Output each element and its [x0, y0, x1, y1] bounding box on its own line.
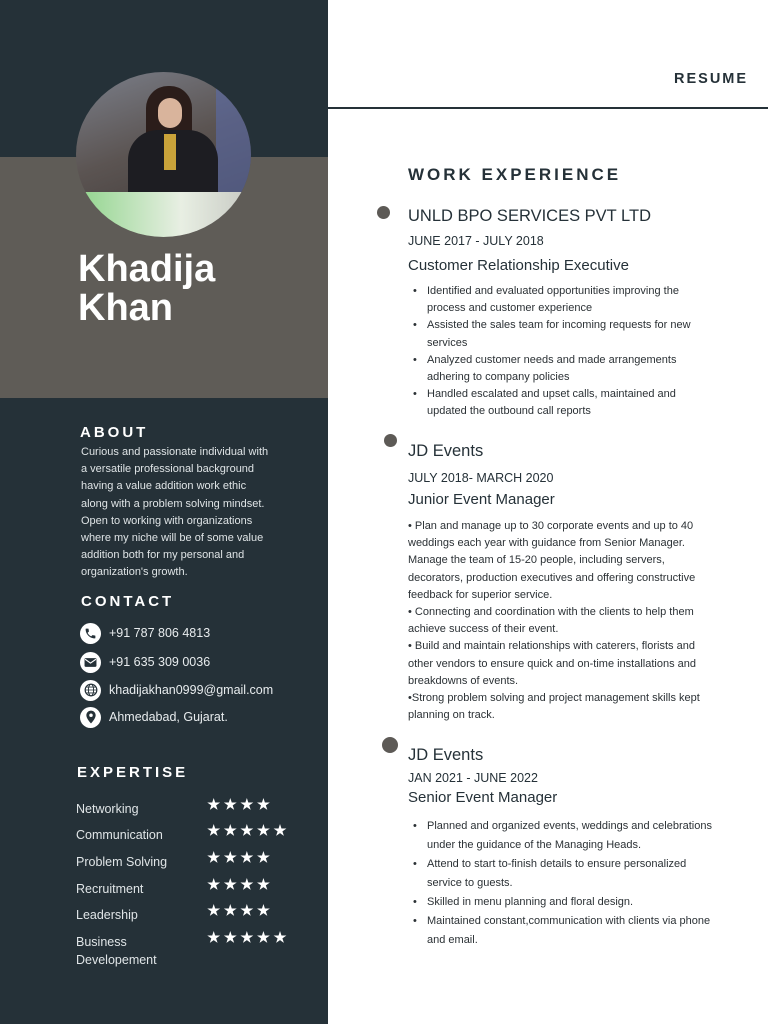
skill-rating [207, 931, 290, 944]
work-experience-heading: WORK EXPERIENCE [408, 165, 622, 184]
description-line: • Build and maintain relationships with caterers, florists and [408, 640, 695, 653]
job-title: Customer Relationship Executive [408, 257, 629, 274]
header-divider [328, 107, 768, 109]
skill-rating [207, 878, 273, 891]
star-icon [257, 878, 270, 891]
bullet-line: • Assisted the sales team for incoming requests for new [427, 319, 691, 332]
description-line: Manage the team of 15-20 people, including servers, [408, 554, 665, 567]
photo-desk [76, 192, 251, 237]
star-icon [207, 824, 220, 837]
photo-background-window [216, 72, 251, 192]
bullet-line: and email. [427, 934, 478, 946]
bullet-line: • Attend to start to-finish details to ensure personalized [427, 858, 687, 870]
star-icon [224, 931, 237, 944]
bullet-line: service to guests. [427, 877, 513, 889]
star-icon [224, 798, 237, 811]
job-company: UNLD BPO SERVICES PVT LTD [408, 207, 651, 225]
star-icon [240, 931, 253, 944]
contact-email [80, 679, 273, 701]
globe-icon [80, 680, 101, 701]
first-name: Khadija [78, 248, 216, 290]
about-line: organization's growth. [81, 566, 188, 579]
job-dates: JULY 2018- MARCH 2020 [408, 471, 554, 485]
bullet-line: • Analyzed customer needs and made arrangements [427, 353, 677, 366]
bullet-item [427, 855, 737, 893]
star-icon [273, 824, 286, 837]
star-icon [207, 904, 220, 917]
description-line: planning on track. [408, 709, 495, 722]
timeline-dot [382, 737, 398, 753]
last-name: Khan [78, 287, 173, 329]
skill-name: Communication [76, 828, 163, 842]
job-company: JD Events [408, 442, 484, 460]
job-title: Junior Event Manager [408, 491, 555, 508]
expertise-heading: EXPERTISE [77, 764, 189, 781]
bullet-item [427, 386, 727, 420]
bullet-line: • Handled escalated and upset calls, maintained and [427, 388, 676, 401]
skill-rating [207, 824, 290, 837]
bullet-line: • Planned and organized events, weddings and celebrations [427, 820, 712, 832]
skill-name: Networking [76, 802, 139, 816]
about-line: having a value addition work ethic [81, 480, 247, 493]
star-icon [240, 851, 253, 864]
description-line: weddings each year with guidance from Senior Manager. [408, 537, 685, 550]
person-name [78, 250, 318, 328]
bullet-line: under the guidance of the Managing Heads. [427, 839, 642, 851]
star-icon [207, 878, 220, 891]
star-icon [257, 824, 270, 837]
photo-shirt [164, 134, 176, 170]
about-line: addition both for my personal and [81, 549, 245, 562]
resume-label: RESUME [674, 71, 749, 87]
contact-phone-text[interactable]: +91 787 806 4813 [109, 626, 211, 640]
description-line: • Connecting and coordination with the clients to help them [408, 606, 694, 619]
timeline-dot [377, 206, 390, 219]
about-line: where my niche will be of some value [81, 532, 264, 545]
job-bullets [427, 817, 737, 950]
job-dates: JAN 2021 - JUNE 2022 [408, 771, 538, 785]
contact-email-text[interactable]: khadijakhan0999@gmail.com [109, 683, 274, 697]
contact-phone-2 [80, 651, 210, 673]
skill-name: Leadership [76, 908, 138, 922]
skill-name-line: Business [76, 935, 127, 949]
star-icon [224, 851, 237, 864]
bullet-item [427, 912, 737, 950]
contact-heading: CONTACT [81, 593, 175, 610]
about-line: Curious and passionate individual with [81, 446, 269, 458]
bullet-line: • Skilled in menu planning and floral design. [427, 896, 634, 908]
star-icon [240, 878, 253, 891]
star-icon [273, 931, 286, 944]
location-icon [80, 707, 101, 728]
description-line: achieve success of their event. [408, 623, 559, 636]
about-text [81, 444, 286, 582]
star-icon [257, 904, 270, 917]
star-icon [240, 824, 253, 837]
job-description [408, 518, 728, 724]
star-icon [257, 798, 270, 811]
bullet-line: services [427, 336, 468, 349]
star-icon [240, 904, 253, 917]
description-line: other vendors to ensure quick and on-time installations and [408, 657, 697, 670]
skill-name: Problem Solving [76, 855, 168, 869]
skill-rating [207, 851, 273, 864]
star-icon [207, 798, 220, 811]
star-icon [224, 878, 237, 891]
bullet-item [427, 817, 737, 855]
about-line: along with a problem solving mindset. [81, 497, 265, 510]
job-title: Senior Event Manager [408, 789, 558, 806]
description-line: decorators, production executives and offering constructive [408, 571, 696, 584]
bullet-line: adhering to company policies [427, 371, 570, 384]
contact-location-text: Ahmedabad, Gujarat. [109, 710, 228, 724]
about-line: Open to working with organizations [81, 514, 253, 527]
timeline-dot [384, 434, 397, 447]
star-icon [207, 851, 220, 864]
star-icon [257, 851, 270, 864]
about-line: a versatile professional background [81, 463, 255, 476]
mail-icon [80, 652, 101, 673]
star-icon [224, 904, 237, 917]
job-dates: JUNE 2017 - JULY 2018 [408, 234, 544, 248]
bullet-item [427, 283, 727, 317]
bullet-item [427, 317, 727, 351]
profile-photo [76, 72, 251, 237]
skill-name-line: Developement [76, 953, 157, 967]
skill-rating [207, 798, 273, 811]
description-line: feedback for superior service. [408, 588, 553, 601]
photo-face [158, 98, 182, 128]
description-line: breakdowns of events. [408, 674, 519, 687]
bullet-line: • Identified and evaluated opportunities improving the [427, 285, 679, 297]
skill-name [76, 933, 196, 969]
about-heading: ABOUT [80, 424, 149, 441]
star-icon [224, 824, 237, 837]
bullet-item [427, 893, 737, 912]
description-line: •Strong problem solving and project management skills kept [408, 692, 700, 705]
star-icon [207, 931, 220, 944]
bullet-line: • Maintained constant,communication with clients via phone [427, 915, 711, 927]
job-company: JD Events [408, 746, 484, 764]
bullet-item [427, 352, 727, 386]
phone-icon [80, 623, 101, 644]
contact-location [80, 706, 228, 728]
star-icon [240, 798, 253, 811]
skill-rating [207, 904, 273, 917]
description-line: • Plan and manage up to 30 corporate events and up to 40 [408, 520, 694, 532]
skill-name: Recruitment [76, 882, 144, 896]
bullet-line: updated the outbound call reports [427, 405, 591, 418]
job-bullets [427, 283, 727, 421]
bullet-line: process and customer experience [427, 302, 593, 315]
contact-phone [80, 622, 210, 644]
contact-phone-2-text[interactable]: +91 635 309 0036 [109, 655, 211, 669]
star-icon [257, 931, 270, 944]
